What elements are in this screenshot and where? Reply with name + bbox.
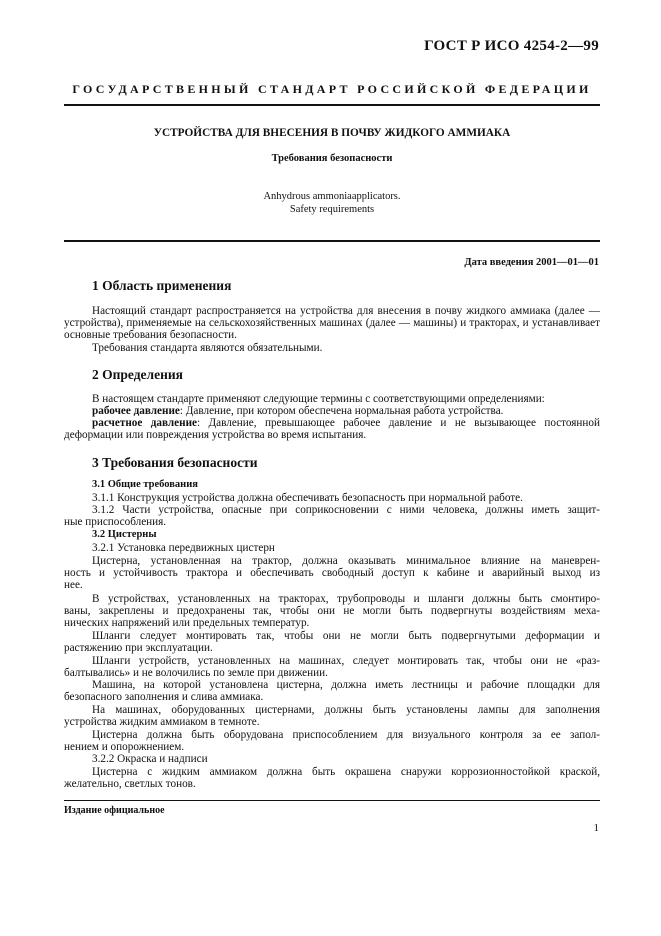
term-name: рабочее давление [92, 405, 180, 417]
clause-3-2-1: 3.2.1 Установка передвижных цистерн [92, 542, 275, 554]
paragraph-hoses [64, 630, 600, 654]
paragraph-painting [64, 766, 600, 790]
text-line: ваны, закреплены и предохранены так, чтобы они не могли быть подвергнуты воздействиям меха- [64, 605, 600, 617]
page-number: 1 [593, 822, 599, 834]
text-line: Машина, на которой установлена цистерна, должна иметь лестницы и рабочие площадки для [92, 679, 600, 691]
term-line: деформации или повреждения устройства во время испытания. [64, 429, 367, 441]
document-title: УСТРОЙСТВА ДЛЯ ВНЕСЕНИЯ В ПОЧВУ ЖИДКОГО АММИАКА [153, 127, 511, 139]
text-line: растяжению при эксплуатации. [64, 642, 213, 654]
text-line: желательно, светлых тонов. [64, 778, 196, 790]
english-title-line1: Anhydrous ammoniaapplicators. [263, 191, 401, 202]
paragraph-hoses-machines [64, 655, 600, 679]
text-line: 3.1.2 Части устройства, опасные при соприкосновении с ними человека, должны иметь защит- [92, 504, 600, 516]
text-line: Цистерна должна быть оборудована приспособлением для визуального контроля за ее запол- [92, 729, 600, 741]
clause-3-1-1: 3.1.1 Конструкция устройства должна обеспечивать безопасность при нормальной работе. [92, 492, 523, 504]
text-line: нением и опорожнением. [64, 741, 185, 753]
standard-code: ГОСТ Р ИСО 4254-2—99 [424, 38, 599, 54]
term-working-pressure [92, 405, 600, 417]
section-2-heading: 2 Определения [92, 367, 183, 382]
english-title [64, 190, 600, 216]
introduction-date: Дата введения 2001—01—01 [464, 257, 599, 268]
subsection-3-1-heading: 3.1 Общие требования [92, 479, 198, 490]
term-line [64, 417, 600, 429]
section-2-paragraph: В настоящем стандарте применяют следующие термины с соответствующими определениями: [92, 393, 545, 405]
title-rule [64, 240, 600, 242]
header-rule [64, 104, 600, 106]
paragraph-level-control [64, 729, 600, 753]
section-1-paragraph: Настоящий стандарт распространяется на устройства для внесения в почву жидкого аммиака (далее — устройства), применяемые на сельскохозяйственных машинах (далее — машины) и тракторах, и устанавливает основные требования безопасности. [64, 305, 600, 341]
clause-3-1-2 [64, 504, 600, 528]
paragraph-ladders [64, 679, 600, 703]
text-line: нее. [64, 579, 83, 591]
official-edition-note: Издание официальное [64, 805, 165, 816]
state-standard-heading: ГОСУДАРСТВЕННЫЙ СТАНДАРТ РОССИЙСКОЙ ФЕДЕРАЦИИ [72, 82, 592, 96]
paragraph-pipes [64, 593, 600, 629]
term-definition: : Давление, при котором обеспечена нормальная работа устройства. [179, 405, 504, 417]
text-line: балтывались» и не волочились по земле при движении. [64, 667, 328, 679]
text-line: На машинах, оборудованных цистернами, должны быть установлены лампы для заполнения [92, 704, 600, 716]
section-1-heading: 1 Область применения [92, 278, 232, 293]
english-title-line2: Safety requirements [289, 204, 375, 215]
text-line: Цистерна, установленная на трактор, должна оказывать минимальное влияние на маневрен- [92, 555, 600, 567]
term-name: расчетное давление [92, 417, 197, 429]
text-line: безопасного заполнения и слива аммиака. [64, 691, 264, 703]
text-line: устройства жидким аммиаком в темноте. [64, 716, 260, 728]
paragraph-lamps [64, 704, 600, 728]
text-line: ность и устойчивость трактора и обеспечивать свободный доступ к кабине и аварийный выход из [64, 567, 600, 579]
text-line: Шланги устройств, установленных на машинах, следует монтировать так, чтобы они не «раз- [92, 655, 600, 667]
term-design-pressure [64, 417, 600, 441]
term-definition: : Давление, превышающее рабочее давление и не вызывающее постоянной [197, 417, 600, 429]
text-line: ные приспособления. [64, 516, 167, 528]
footer-rule [64, 800, 600, 801]
text-line: нических напряжений или предельных температур. [64, 617, 310, 629]
subsection-3-2-heading: 3.2 Цистерны [92, 529, 157, 540]
section-1-paragraph-2: Требования стандарта являются обязательными. [92, 342, 323, 354]
clause-3-2-2: 3.2.2 Окраска и надписи [92, 753, 208, 765]
text-line: В устройствах, установленных на тракторах, трубопроводы и шланги должны быть смонтиро- [92, 593, 600, 605]
document-subtitle: Требования безопасности [271, 153, 393, 164]
text-line: Цистерна с жидким аммиаком должна быть окрашена снаружи коррозионностойкой краской, [92, 766, 600, 778]
section-3-heading: 3 Требования безопасности [92, 455, 258, 470]
text-line: Шланги следует монтировать так, чтобы они не могли быть подвергнутыми деформации и [92, 630, 600, 642]
paragraph-tank-tractor [64, 555, 600, 591]
